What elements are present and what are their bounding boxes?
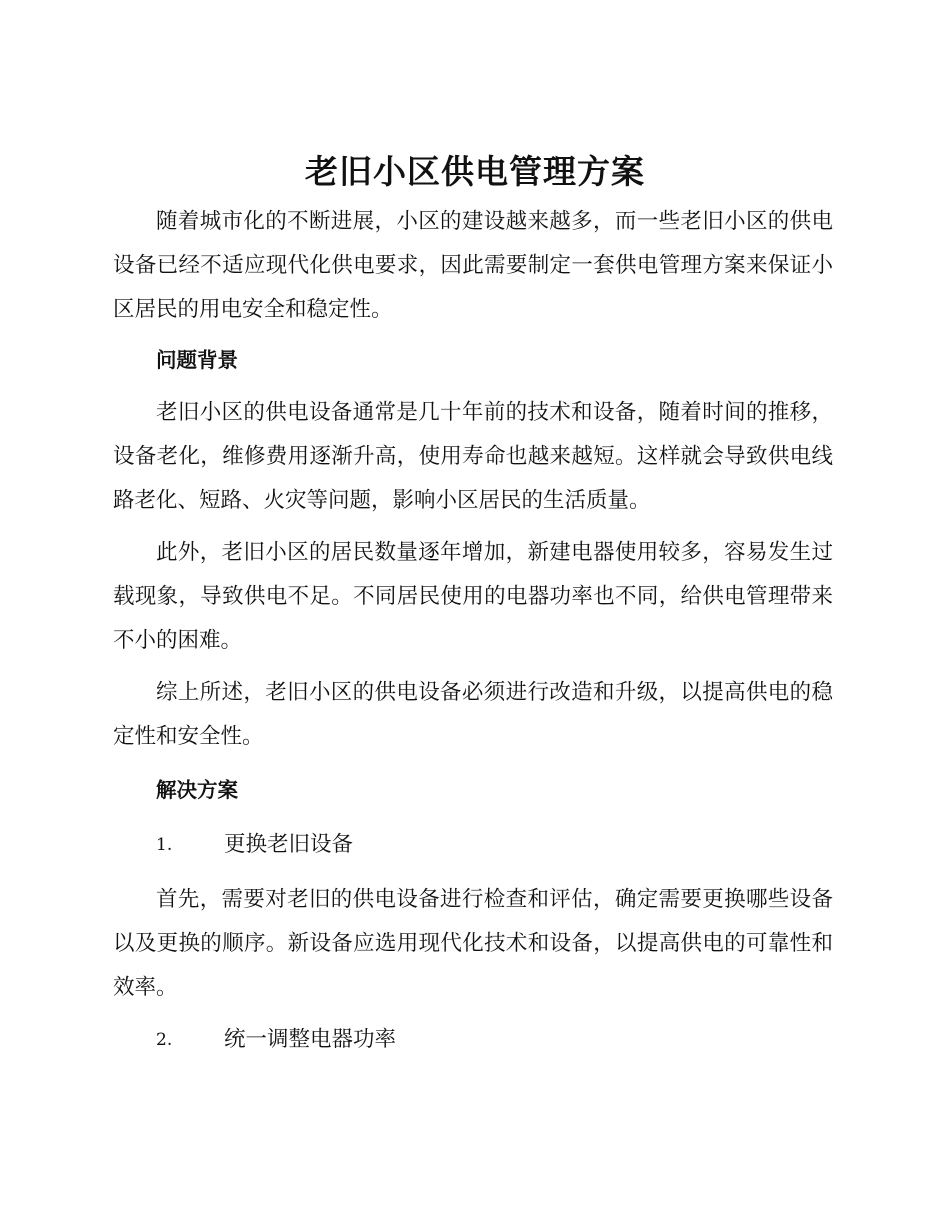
- list-item-label: 更换老旧设备: [224, 832, 354, 857]
- list-item-number: 2.: [156, 1030, 173, 1050]
- solution-paragraph-1: 首先，需要对老旧的供电设备进行检查和评估，确定需要更换哪些设备以及更换的顺序。新设备应选用现代化技术和设备，以提高供电的可靠性和效率。: [113, 887, 833, 1000]
- list-item-label: 统一调整电器功率: [224, 1027, 397, 1052]
- section-heading-background: 问题背景: [156, 348, 238, 372]
- intro-paragraph: 随着城市化的不断进展，小区的建设越来越多，而一些老旧小区的供电设备已经不适应现代化供电要求，因此需要制定一套供电管理方案来保证小区居民的用电安全和稳定性。: [113, 209, 833, 322]
- background-paragraph-3: 综上所述，老旧小区的供电设备必须进行改造和升级，以提高供电的稳定性和安全性。: [113, 680, 833, 749]
- section-heading-solution: 解决方案: [156, 778, 238, 802]
- list-item: [156, 830, 816, 860]
- list-item: [156, 1025, 816, 1055]
- background-paragraph-2: 此外，老旧小区的居民数量逐年增加，新建电器使用较多，容易发生过载现象，导致供电不足。不同居民使用的电器功率也不同，给供电管理带来不小的困难。: [113, 540, 833, 653]
- list-item-number: 1.: [156, 835, 173, 855]
- background-paragraph-1: 老旧小区的供电设备通常是几十年前的技术和设备，随着时间的推移，设备老化，维修费用逐渐升高，使用寿命也越来越短。这样就会导致供电线路老化、短路、火灾等问题，影响小区居民的生活质量。: [113, 400, 833, 513]
- document-title: 老旧小区供电管理方案: [305, 152, 645, 191]
